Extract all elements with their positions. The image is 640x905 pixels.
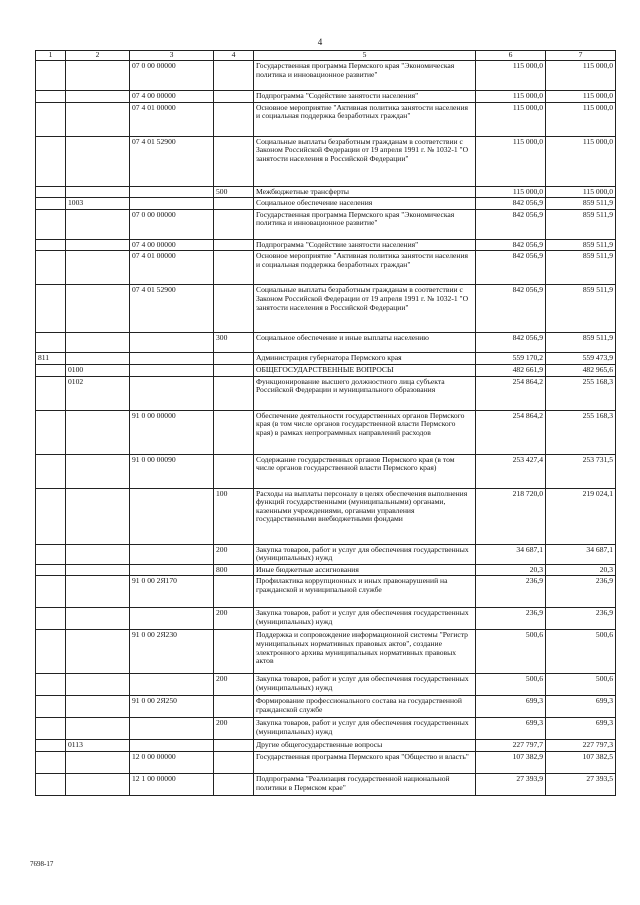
chapter-code-cell — [36, 410, 66, 454]
amount-year1-cell: 842 056,9 — [476, 239, 546, 251]
target-article-cell — [130, 740, 214, 752]
amount-year2-cell: 115 000,0 — [546, 186, 616, 198]
expense-type-cell — [214, 353, 254, 365]
expense-type-cell — [214, 364, 254, 376]
item-name-cell: Администрация губернатора Пермского края — [254, 353, 476, 365]
target-article-cell — [130, 186, 214, 198]
column-header: 1 — [36, 51, 66, 61]
amount-year1-cell: 842 056,9 — [476, 333, 546, 353]
target-article-cell — [130, 544, 214, 564]
amount-year1-cell: 115 000,0 — [476, 61, 546, 91]
table-row — [36, 410, 616, 454]
amount-year1-cell: 236,9 — [476, 576, 546, 608]
target-article-cell — [130, 353, 214, 365]
table-row — [36, 136, 616, 186]
table-row — [36, 454, 616, 488]
section-code-cell — [66, 674, 130, 696]
section-code-cell — [66, 696, 130, 718]
table-row — [36, 364, 616, 376]
chapter-code-cell — [36, 91, 66, 103]
chapter-code-cell — [36, 239, 66, 251]
target-article-cell — [130, 488, 214, 544]
chapter-code-cell — [36, 186, 66, 198]
expense-type-cell — [214, 198, 254, 210]
item-name-cell: Закупка товаров, работ и услуг для обеспечения государственных (муниципальных) нужд — [254, 718, 476, 740]
table-row — [36, 239, 616, 251]
expense-type-cell: 200 — [214, 674, 254, 696]
amount-year1-cell: 236,9 — [476, 608, 546, 630]
table-row — [36, 576, 616, 608]
expense-type-cell — [214, 740, 254, 752]
table-row — [36, 773, 616, 795]
target-article-cell: 07 4 01 00000 — [130, 251, 214, 285]
item-name-cell: Социальные выплаты безработным гражданам в соответствии с Законом Российской Федерации от 19 апреля 1991 г. № 1032-1 "О занятости населения в Российской Федерации" — [254, 285, 476, 333]
expense-type-cell — [214, 773, 254, 795]
table-row — [36, 564, 616, 576]
expense-type-cell — [214, 91, 254, 103]
amount-year1-cell: 107 382,9 — [476, 751, 546, 773]
section-code-cell — [66, 773, 130, 795]
budget-table — [35, 50, 616, 796]
amount-year2-cell: 859 511,9 — [546, 285, 616, 333]
amount-year1-cell: 699,3 — [476, 718, 546, 740]
chapter-code-cell — [36, 102, 66, 136]
table-row — [36, 91, 616, 103]
section-code-cell: 1003 — [66, 198, 130, 210]
target-article-cell: 91 0 00 2Я170 — [130, 576, 214, 608]
target-article-cell — [130, 198, 214, 210]
target-article-cell — [130, 564, 214, 576]
column-number-header-row — [36, 51, 616, 61]
amount-year2-cell: 500,6 — [546, 674, 616, 696]
section-code-cell — [66, 239, 130, 251]
expense-type-cell — [214, 251, 254, 285]
target-article-cell: 07 4 00 00000 — [130, 91, 214, 103]
expense-type-cell: 500 — [214, 186, 254, 198]
amount-year2-cell: 699,3 — [546, 718, 616, 740]
amount-year2-cell: 236,9 — [546, 608, 616, 630]
amount-year2-cell: 859 511,9 — [546, 333, 616, 353]
section-code-cell — [66, 410, 130, 454]
chapter-code-cell — [36, 488, 66, 544]
section-code-cell — [66, 630, 130, 674]
amount-year1-cell: 115 000,0 — [476, 136, 546, 186]
expense-type-cell — [214, 630, 254, 674]
amount-year1-cell: 253 427,4 — [476, 454, 546, 488]
amount-year1-cell: 500,6 — [476, 674, 546, 696]
table-row — [36, 251, 616, 285]
target-article-cell — [130, 674, 214, 696]
item-name-cell: Подпрограмма "Содействие занятости населения" — [254, 239, 476, 251]
target-article-cell — [130, 608, 214, 630]
section-code-cell: 0113 — [66, 740, 130, 752]
section-code-cell — [66, 136, 130, 186]
expense-type-cell — [214, 410, 254, 454]
item-name-cell: Межбюджетные трансферты — [254, 186, 476, 198]
section-code-cell — [66, 61, 130, 91]
table-row — [36, 740, 616, 752]
chapter-code-cell — [36, 285, 66, 333]
table-row — [36, 544, 616, 564]
target-article-cell: 07 4 01 00000 — [130, 102, 214, 136]
expense-type-cell — [214, 61, 254, 91]
item-name-cell: Закупка товаров, работ и услуг для обеспечения государственных (муниципальных) нужд — [254, 544, 476, 564]
page-number: 4 — [317, 37, 323, 47]
column-header: 6 — [476, 51, 546, 61]
table-row — [36, 209, 616, 239]
table-row — [36, 674, 616, 696]
chapter-code-cell — [36, 251, 66, 285]
table-row — [36, 696, 616, 718]
item-name-cell: Государственная программа Пермского края "Общество и власть" — [254, 751, 476, 773]
table-row — [36, 718, 616, 740]
amount-year1-cell: 218 720,0 — [476, 488, 546, 544]
item-name-cell: Социальное обеспечение населения — [254, 198, 476, 210]
target-article-cell: 91 0 00 00000 — [130, 410, 214, 454]
amount-year2-cell: 859 511,9 — [546, 209, 616, 239]
amount-year1-cell: 559 170,2 — [476, 353, 546, 365]
amount-year2-cell: 27 393,5 — [546, 773, 616, 795]
section-code-cell — [66, 751, 130, 773]
item-name-cell: Закупка товаров, работ и услуг для обеспечения государственных (муниципальных) нужд — [254, 608, 476, 630]
target-article-cell: 12 0 00 00000 — [130, 751, 214, 773]
expense-type-cell: 200 — [214, 544, 254, 564]
chapter-code-cell: 811 — [36, 353, 66, 365]
chapter-code-cell — [36, 751, 66, 773]
expense-type-cell: 300 — [214, 333, 254, 353]
amount-year2-cell: 115 000,0 — [546, 61, 616, 91]
target-article-cell — [130, 376, 214, 410]
section-code-cell — [66, 333, 130, 353]
item-name-cell: Другие общегосударственные вопросы — [254, 740, 476, 752]
column-header: 4 — [214, 51, 254, 61]
amount-year2-cell: 20,3 — [546, 564, 616, 576]
chapter-code-cell — [36, 740, 66, 752]
target-article-cell: 07 4 00 00000 — [130, 239, 214, 251]
expense-type-cell: 100 — [214, 488, 254, 544]
amount-year2-cell: 115 000,0 — [546, 102, 616, 136]
item-name-cell: Поддержка и сопровождение информационной системы "Регистр муниципальных нормативных правовых актов", создание электронного архива муниципальных нормативных правовых актов — [254, 630, 476, 674]
chapter-code-cell — [36, 608, 66, 630]
chapter-code-cell — [36, 364, 66, 376]
item-name-cell: Расходы на выплаты персоналу в целях обеспечения выполнения функций государственными (муниципальными) органами, казенными учреждениями, органами управления государственными внебюджетными фондами — [254, 488, 476, 544]
table-row — [36, 488, 616, 544]
amount-year2-cell: 859 511,9 — [546, 198, 616, 210]
table-row — [36, 102, 616, 136]
amount-year2-cell: 500,6 — [546, 630, 616, 674]
chapter-code-cell — [36, 136, 66, 186]
item-name-cell: Содержание государственных органов Пермского края (в том числе органов государственной власти Пермского края) — [254, 454, 476, 488]
item-name-cell: Закупка товаров, работ и услуг для обеспечения государственных (муниципальных) нужд — [254, 674, 476, 696]
amount-year1-cell: 842 056,9 — [476, 251, 546, 285]
footer-code: 7698-17 — [30, 860, 54, 868]
item-name-cell: Социальные выплаты безработным гражданам в соответствии с Законом Российской Федерации от 19 апреля 1991 г. № 1032-1 "О занятости населения в Российской Федерации" — [254, 136, 476, 186]
chapter-code-cell — [36, 564, 66, 576]
item-name-cell: Подпрограмма "Содействие занятости населения" — [254, 91, 476, 103]
section-code-cell: 0102 — [66, 376, 130, 410]
table-row — [36, 61, 616, 91]
target-article-cell: 07 0 00 00000 — [130, 209, 214, 239]
amount-year2-cell: 115 000,0 — [546, 91, 616, 103]
item-name-cell: Основное мероприятие "Активная политика занятости населения и социальная поддержка безработных граждан" — [254, 102, 476, 136]
expense-type-cell — [214, 239, 254, 251]
section-code-cell — [66, 91, 130, 103]
table-row — [36, 751, 616, 773]
amount-year1-cell: 699,3 — [476, 696, 546, 718]
expense-type-cell — [214, 102, 254, 136]
item-name-cell: ОБЩЕГОСУДАРСТВЕННЫЕ ВОПРОСЫ — [254, 364, 476, 376]
item-name-cell: Государственная программа Пермского края "Экономическая политика и инновационное развитие" — [254, 61, 476, 91]
chapter-code-cell — [36, 454, 66, 488]
section-code-cell — [66, 564, 130, 576]
target-article-cell: 91 0 00 00090 — [130, 454, 214, 488]
section-code-cell — [66, 186, 130, 198]
amount-year2-cell: 115 000,0 — [546, 136, 616, 186]
section-code-cell: 0100 — [66, 364, 130, 376]
section-code-cell — [66, 209, 130, 239]
chapter-code-cell — [36, 333, 66, 353]
amount-year2-cell: 107 382,5 — [546, 751, 616, 773]
table-row — [36, 353, 616, 365]
section-code-cell — [66, 576, 130, 608]
chapter-code-cell — [36, 630, 66, 674]
item-name-cell: Иные бюджетные ассигнования — [254, 564, 476, 576]
amount-year2-cell: 859 511,9 — [546, 239, 616, 251]
target-article-cell — [130, 718, 214, 740]
item-name-cell: Социальное обеспечение и иные выплаты населению — [254, 333, 476, 353]
table-row — [36, 376, 616, 410]
amount-year1-cell: 115 000,0 — [476, 186, 546, 198]
chapter-code-cell — [36, 376, 66, 410]
amount-year1-cell: 254 864,2 — [476, 410, 546, 454]
table-row — [36, 630, 616, 674]
amount-year2-cell: 34 687,1 — [546, 544, 616, 564]
column-header: 5 — [254, 51, 476, 61]
amount-year2-cell: 255 168,3 — [546, 410, 616, 454]
amount-year1-cell: 20,3 — [476, 564, 546, 576]
chapter-code-cell — [36, 209, 66, 239]
table-row — [36, 333, 616, 353]
expense-type-cell — [214, 576, 254, 608]
expense-type-cell — [214, 376, 254, 410]
section-code-cell — [66, 251, 130, 285]
section-code-cell — [66, 353, 130, 365]
amount-year2-cell: 482 965,6 — [546, 364, 616, 376]
amount-year1-cell: 254 864,2 — [476, 376, 546, 410]
target-article-cell: 12 1 00 00000 — [130, 773, 214, 795]
amount-year2-cell: 236,9 — [546, 576, 616, 608]
section-code-cell — [66, 544, 130, 564]
chapter-code-cell — [36, 718, 66, 740]
amount-year2-cell: 227 797,3 — [546, 740, 616, 752]
amount-year2-cell: 253 731,5 — [546, 454, 616, 488]
item-name-cell: Профилактика коррупционных и иных правонарушений на гражданской и муниципальной службе — [254, 576, 476, 608]
amount-year2-cell: 859 511,9 — [546, 251, 616, 285]
amount-year2-cell: 219 024,1 — [546, 488, 616, 544]
expense-type-cell — [214, 285, 254, 333]
chapter-code-cell — [36, 544, 66, 564]
target-article-cell — [130, 333, 214, 353]
table-row — [36, 285, 616, 333]
amount-year1-cell: 227 797,7 — [476, 740, 546, 752]
amount-year1-cell: 842 056,9 — [476, 209, 546, 239]
section-code-cell — [66, 285, 130, 333]
amount-year1-cell: 842 056,9 — [476, 285, 546, 333]
table-body — [36, 61, 616, 796]
section-code-cell — [66, 102, 130, 136]
amount-year1-cell: 34 687,1 — [476, 544, 546, 564]
amount-year1-cell: 500,6 — [476, 630, 546, 674]
section-code-cell — [66, 488, 130, 544]
chapter-code-cell — [36, 61, 66, 91]
amount-year1-cell: 27 393,9 — [476, 773, 546, 795]
amount-year1-cell: 115 000,0 — [476, 102, 546, 136]
table-row — [36, 608, 616, 630]
item-name-cell: Подпрограмма "Реализация государственной национальной политики в Пермском крае" — [254, 773, 476, 795]
table-row — [36, 186, 616, 198]
amount-year2-cell: 699,3 — [546, 696, 616, 718]
item-name-cell: Государственная программа Пермского края "Экономическая политика и инновационное развитие" — [254, 209, 476, 239]
chapter-code-cell — [36, 674, 66, 696]
expense-type-cell — [214, 454, 254, 488]
item-name-cell: Функционирование высшего должностного лица субъекта Российской Федерации и муниципального образования — [254, 376, 476, 410]
target-article-cell: 91 0 00 2Я230 — [130, 630, 214, 674]
expense-type-cell: 200 — [214, 718, 254, 740]
amount-year2-cell: 255 168,3 — [546, 376, 616, 410]
chapter-code-cell — [36, 198, 66, 210]
chapter-code-cell — [36, 576, 66, 608]
expense-type-cell — [214, 696, 254, 718]
item-name-cell: Формирование профессионального состава на государственной гражданской службе — [254, 696, 476, 718]
table-row — [36, 198, 616, 210]
section-code-cell — [66, 718, 130, 740]
target-article-cell: 91 0 00 2Я250 — [130, 696, 214, 718]
amount-year1-cell: 482 661,9 — [476, 364, 546, 376]
column-header: 2 — [66, 51, 130, 61]
chapter-code-cell — [36, 696, 66, 718]
expense-type-cell: 800 — [214, 564, 254, 576]
target-article-cell: 07 0 00 00000 — [130, 61, 214, 91]
amount-year2-cell: 559 473,9 — [546, 353, 616, 365]
expense-type-cell — [214, 136, 254, 186]
item-name-cell: Обеспечение деятельности государственных органов Пермского края (в том числе органов государственной власти Пермского края) в рамках непрограммных направлений расходов — [254, 410, 476, 454]
target-article-cell: 07 4 01 52900 — [130, 136, 214, 186]
column-header: 3 — [130, 51, 214, 61]
amount-year1-cell: 115 000,0 — [476, 91, 546, 103]
expense-type-cell — [214, 209, 254, 239]
section-code-cell — [66, 454, 130, 488]
amount-year1-cell: 842 056,9 — [476, 198, 546, 210]
section-code-cell — [66, 608, 130, 630]
column-header: 7 — [546, 51, 616, 61]
chapter-code-cell — [36, 773, 66, 795]
item-name-cell: Основное мероприятие "Активная политика занятости населения и социальная поддержка безработных граждан" — [254, 251, 476, 285]
expense-type-cell — [214, 751, 254, 773]
expense-type-cell: 200 — [214, 608, 254, 630]
target-article-cell: 07 4 01 52900 — [130, 285, 214, 333]
target-article-cell — [130, 364, 214, 376]
